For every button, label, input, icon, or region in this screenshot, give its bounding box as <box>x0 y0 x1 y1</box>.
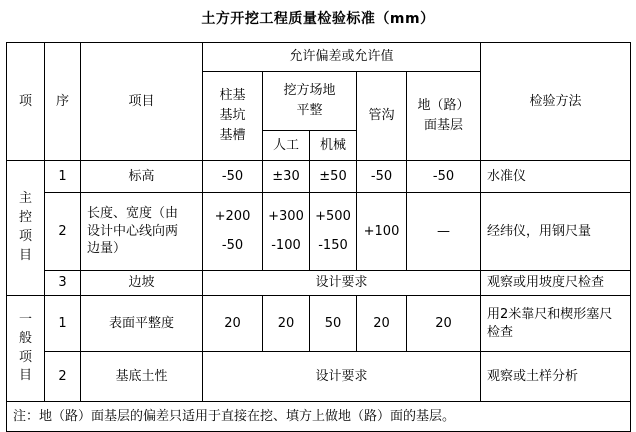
row-value: ±50 <box>310 161 357 193</box>
row-merged-value: 设计要求 <box>203 352 481 402</box>
row-value: 50 <box>310 296 357 352</box>
row-item: 基底土性 <box>81 352 203 402</box>
row-value: +300 -100 <box>263 193 310 271</box>
row-value: 20 <box>203 296 263 352</box>
page-title: 土方开挖工程质量检验标准（mm） <box>201 11 435 27</box>
row-seq: 1 <box>45 296 81 352</box>
row-value: -50 <box>407 161 481 193</box>
row-value: +500 -150 <box>310 193 357 271</box>
row-item: 长度、宽度（由 设计中心线向两 边量） <box>81 193 203 271</box>
row-value: 20 <box>263 296 310 352</box>
row-item: 表面平整度 <box>81 296 203 352</box>
row-item: 边坡 <box>81 271 203 296</box>
row-seq: 3 <box>45 271 81 296</box>
row-value: 20 <box>407 296 481 352</box>
row-value: -50 <box>203 161 263 193</box>
row-value: +100 <box>357 193 407 271</box>
row-item: 标高 <box>81 161 203 193</box>
row-method: 经纬仪，用钢尺量 <box>481 193 631 271</box>
header-site-levelling: 挖方场地 平整 <box>263 72 357 131</box>
row-method: 观察或土样分析 <box>481 352 631 402</box>
header-manual: 人工 <box>263 131 310 161</box>
row-value: 20 <box>357 296 407 352</box>
row-value: +200 -50 <box>203 193 263 271</box>
row-method: 水准仪 <box>481 161 631 193</box>
row-seq: 2 <box>45 193 81 271</box>
header-road-base: 地（路） 面基层 <box>407 72 481 161</box>
header-category: 项 <box>7 43 45 161</box>
row-method: 观察或用坡度尺检查 <box>481 271 631 296</box>
table-row <box>7 193 631 271</box>
table-footnote: 注：地（路）面基层的偏差只适用于直接在挖、填方上做地（路）面的基层。 <box>7 402 631 432</box>
table-row <box>7 296 631 352</box>
header-seq: 序 <box>45 43 81 161</box>
group-main-control: 主 控 项 目 <box>7 161 45 296</box>
header-method: 检验方法 <box>481 43 631 161</box>
row-seq: 1 <box>45 161 81 193</box>
row-seq: 2 <box>45 352 81 402</box>
header-item: 项目 <box>81 43 203 161</box>
row-value: -50 <box>357 161 407 193</box>
quality-standard-table <box>6 42 631 432</box>
row-merged-value: 设计要求 <box>203 271 481 296</box>
row-value: ±30 <box>263 161 310 193</box>
table-row <box>7 352 631 402</box>
row-value: — <box>407 193 481 271</box>
header-allowance-group: 允许偏差或允许值 <box>203 43 481 72</box>
table-row <box>7 271 631 296</box>
row-method: 用2米靠尺和楔形塞尺 检查 <box>481 296 631 352</box>
group-general: 一 般 项 目 <box>7 296 45 402</box>
header-pipe: 管沟 <box>357 72 407 161</box>
header-pit: 柱基 基坑 基槽 <box>203 72 263 161</box>
header-machine: 机械 <box>310 131 357 161</box>
table-row <box>7 161 631 193</box>
